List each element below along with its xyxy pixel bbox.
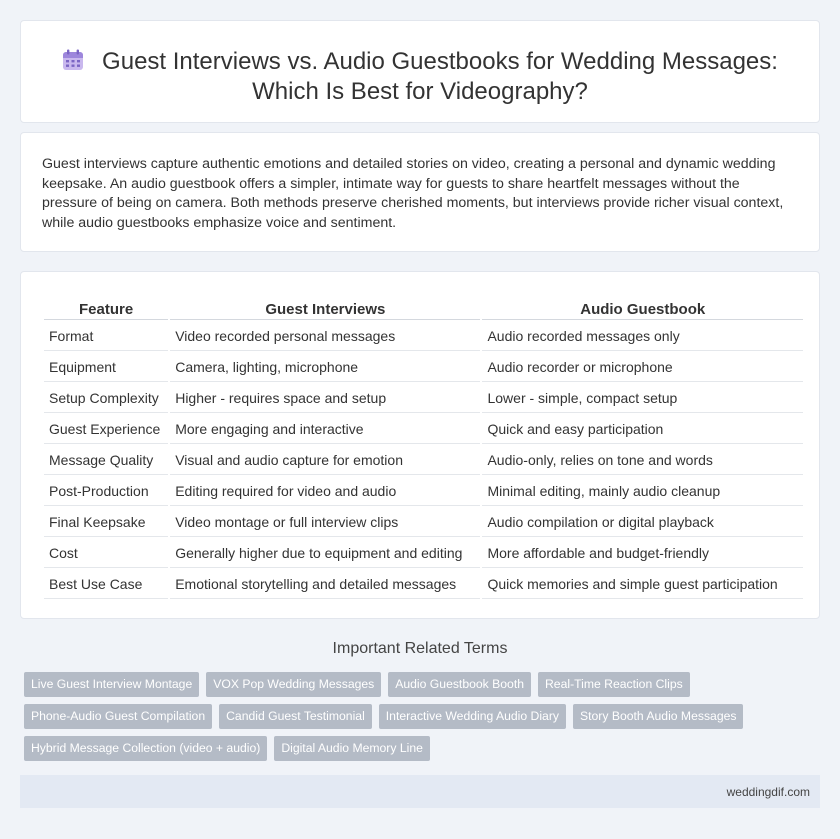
related-terms-tags bbox=[24, 672, 824, 768]
comparison-table bbox=[42, 298, 805, 601]
feature-cell: Cost bbox=[44, 539, 168, 568]
tag-row bbox=[24, 704, 824, 736]
comparison-table-card bbox=[20, 271, 820, 619]
header-audio-guestbook: Audio Guestbook bbox=[482, 300, 803, 320]
feature-cell: Guest Experience bbox=[44, 415, 168, 444]
interviews-cell: Video montage or full interview clips bbox=[170, 508, 480, 537]
related-terms-heading: Important Related Terms bbox=[332, 640, 508, 657]
table-row bbox=[44, 322, 803, 351]
guestbook-cell: Quick memories and simple guest participation bbox=[482, 570, 803, 599]
guestbook-cell: Lower - simple, compact setup bbox=[482, 384, 803, 413]
interviews-cell: Higher - requires space and setup bbox=[170, 384, 480, 413]
feature-cell: Equipment bbox=[44, 353, 168, 382]
interviews-cell: More engaging and interactive bbox=[170, 415, 480, 444]
page-title bbox=[21, 47, 819, 107]
footer bbox=[20, 775, 820, 808]
guestbook-cell: More affordable and budget-friendly bbox=[482, 539, 803, 568]
header-feature: Feature bbox=[44, 300, 168, 320]
table-row bbox=[44, 477, 803, 506]
footer-site-link[interactable]: weddingdif.com bbox=[726, 785, 810, 799]
feature-cell: Best Use Case bbox=[44, 570, 168, 599]
feature-cell: Post-Production bbox=[44, 477, 168, 506]
table-row bbox=[44, 384, 803, 413]
interviews-cell: Visual and audio capture for emotion bbox=[170, 446, 480, 475]
title-line-2: Which Is Best for Videography? bbox=[252, 78, 588, 105]
guestbook-cell: Minimal editing, mainly audio cleanup bbox=[482, 477, 803, 506]
feature-cell: Final Keepsake bbox=[44, 508, 168, 537]
tag-row bbox=[24, 672, 824, 704]
tag-link[interactable]: Audio Guestbook Booth bbox=[388, 672, 531, 697]
interviews-cell: Editing required for video and audio bbox=[170, 477, 480, 506]
guestbook-cell: Quick and easy participation bbox=[482, 415, 803, 444]
feature-cell: Message Quality bbox=[44, 446, 168, 475]
tag-link[interactable]: Digital Audio Memory Line bbox=[274, 736, 430, 761]
guestbook-cell: Audio-only, relies on tone and words bbox=[482, 446, 803, 475]
table-row bbox=[44, 446, 803, 475]
summary-card bbox=[20, 132, 820, 252]
tag-link[interactable]: Candid Guest Testimonial bbox=[219, 704, 372, 729]
title-card bbox=[20, 20, 820, 123]
header-guest-interviews: Guest Interviews bbox=[170, 300, 480, 320]
tag-link[interactable]: Live Guest Interview Montage bbox=[24, 672, 199, 697]
tag-link[interactable]: Real-Time Reaction Clips bbox=[538, 672, 690, 697]
tag-link[interactable]: VOX Pop Wedding Messages bbox=[206, 672, 381, 697]
table-row bbox=[44, 508, 803, 537]
calendar-icon bbox=[62, 49, 84, 71]
tag-row bbox=[24, 736, 824, 768]
table-row bbox=[44, 415, 803, 444]
feature-cell: Setup Complexity bbox=[44, 384, 168, 413]
interviews-cell: Emotional storytelling and detailed messages bbox=[170, 570, 480, 599]
summary-text: Guest interviews capture authentic emotions and detailed stories on video, creating a personal and dynamic wedding keepsake. An audio guestbook offers a simpler, intimate way for guests to share heartfelt messages without the pressure of being on camera. Both methods preserve cherished moments, but interviews provide richer visual context, while audio guestbooks emphasize voice and sentiment. bbox=[42, 156, 784, 231]
tag-link[interactable]: Hybrid Message Collection (video + audio) bbox=[24, 736, 267, 761]
guestbook-cell: Audio compilation or digital playback bbox=[482, 508, 803, 537]
table-header-row bbox=[44, 300, 803, 320]
guestbook-cell: Audio recorded messages only bbox=[482, 322, 803, 351]
table-row bbox=[44, 570, 803, 599]
interviews-cell: Video recorded personal messages bbox=[170, 322, 480, 351]
feature-cell: Format bbox=[44, 322, 168, 351]
tag-link[interactable]: Story Booth Audio Messages bbox=[573, 704, 744, 729]
guestbook-cell: Audio recorder or microphone bbox=[482, 353, 803, 382]
table-row bbox=[44, 353, 803, 382]
interviews-cell: Camera, lighting, microphone bbox=[170, 353, 480, 382]
tag-link[interactable]: Phone-Audio Guest Compilation bbox=[24, 704, 212, 729]
interviews-cell: Generally higher due to equipment and editing bbox=[170, 539, 480, 568]
table-row bbox=[44, 539, 803, 568]
title-line-1: Guest Interviews vs. Audio Guestbooks for Wedding Messages: bbox=[102, 48, 778, 75]
tag-link[interactable]: Interactive Wedding Audio Diary bbox=[379, 704, 566, 729]
